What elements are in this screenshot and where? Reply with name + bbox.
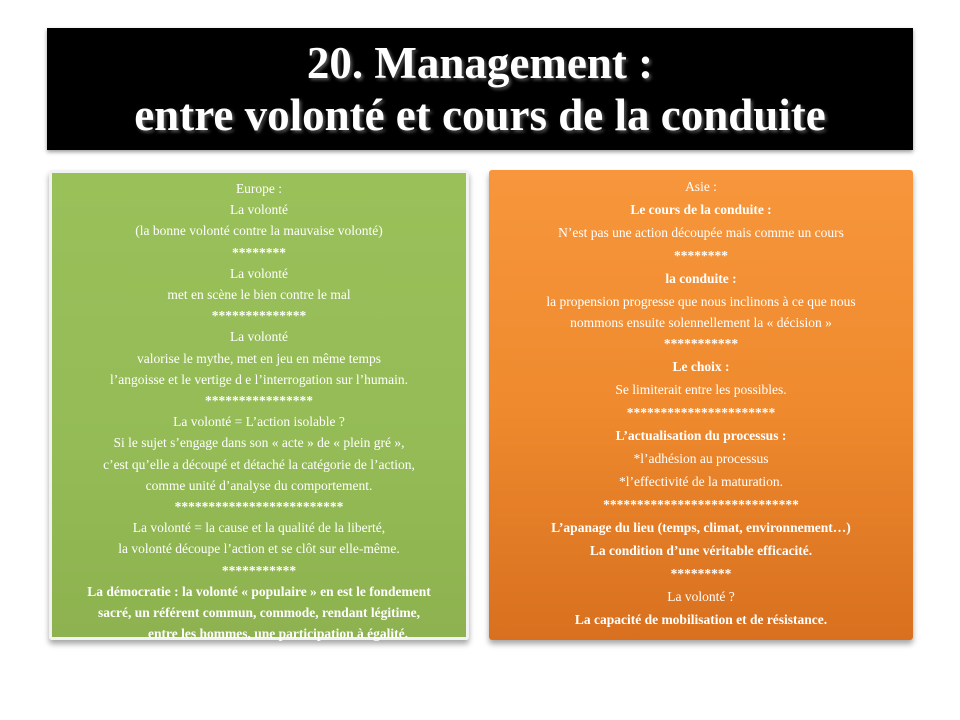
asie-line: *l’effectivité de la maturation. <box>619 474 783 489</box>
asie-heading: L’apanage du lieu (temps, climat, environnement…) <box>551 520 851 535</box>
europe-line: La volonté = L’action isolable ? <box>173 414 345 430</box>
asie-panel <box>489 170 913 640</box>
asie-separator: ******** <box>674 248 728 263</box>
asie-separator: *********** <box>663 336 739 351</box>
asie-heading: Le cours de la conduite : <box>630 202 772 217</box>
europe-democratie-line: La démocratie : la volonté « populaire » en est le fondement <box>87 583 431 599</box>
europe-separator: **************** <box>205 393 313 409</box>
asie-line: La condition d’une véritable efficacité. <box>589 543 813 558</box>
europe-panel <box>49 170 469 640</box>
asie-line: la propension progresse que nous inclinons à ce que nous <box>546 294 856 309</box>
asie-separator: ***************************** <box>603 497 799 512</box>
europe-separator: ************** <box>211 308 307 324</box>
europe-line: c’est qu’elle a découpé et détaché la catégorie de l’action, <box>103 456 415 472</box>
europe-line: La volonté <box>229 202 289 218</box>
asie-separator: ********************** <box>626 405 776 420</box>
asie-line: Se limiterait entre les possibles. <box>615 382 787 397</box>
asie-line: nommons ensuite solennellement la « décision » <box>570 315 832 330</box>
europe-separator: *********** <box>221 562 297 578</box>
europe-line: la volonté découpe l’action et se clôt sur elle-même. <box>118 541 400 557</box>
europe-line: Europe : <box>235 181 283 196</box>
asie-line: La capacité de mobilisation et de résistance. <box>574 612 828 627</box>
europe-line: valorise le mythe, met en jeu en même temps <box>136 350 382 366</box>
asie-line: N’est pas une action découpée mais comme un cours <box>558 225 844 240</box>
europe-line: La volonté = la cause et la qualité de la liberté, <box>132 520 386 536</box>
europe-line: met en scène le bien contre le mal <box>167 287 351 303</box>
europe-line: (la bonne volonté contre la mauvaise volonté) <box>135 223 383 239</box>
europe-line: Si le sujet s’engage dans son « acte » de « plein gré », <box>113 435 405 451</box>
slide-title-line-1: 20. Management : <box>306 38 654 88</box>
asie-heading: Le choix : <box>672 359 730 374</box>
asie-separator: ********* <box>670 566 732 581</box>
europe-line: La volonté <box>229 265 289 281</box>
europe-line: La volonté <box>229 329 289 345</box>
asie-line: Asie : <box>685 179 717 194</box>
slide-title-bar <box>47 28 913 150</box>
europe-democratie-line: sacré, un référent commun, commode, rendant légitime, <box>98 605 420 621</box>
europe-line: comme unité d’analyse du comportement. <box>145 477 373 493</box>
europe-separator: ******** <box>232 244 286 260</box>
asie-heading: L’actualisation du processus : <box>615 428 787 443</box>
europe-separator: ************************* <box>174 499 344 515</box>
asie-heading: la conduite : <box>665 271 737 286</box>
asie-line: La volonté ? <box>667 589 735 604</box>
europe-line: l’angoisse et le vertige d e l’interrogation sur l’humain. <box>109 371 409 387</box>
asie-line: *l’adhésion au processus <box>633 451 769 466</box>
europe-democratie-line: entre les hommes, une participation à égalité. <box>148 626 408 642</box>
slide-title-line-2: entre volonté et cours de la conduite <box>134 90 826 140</box>
